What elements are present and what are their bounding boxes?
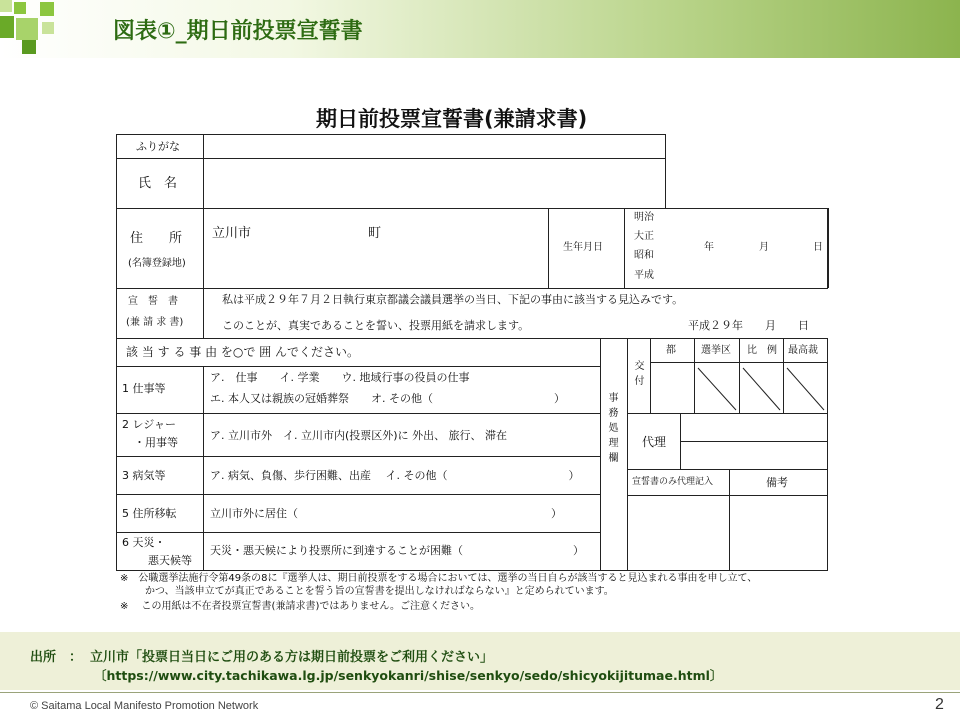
source-url[interactable]: 〔https://www.city.tachikawa.lg.jp/senkyokanri/shise/senkyo/sedo/shicyokijitumae.html〕 (94, 668, 723, 683)
col-supreme-court: 最高裁 (788, 345, 818, 356)
source-label: 出所 ： (30, 650, 83, 665)
reason-6-line-1[interactable]: 天災・悪天候により投票所に到達することが困難（ ） (210, 544, 584, 557)
name-label: 氏 名 (138, 176, 178, 191)
oath-date: 平成２９年 月 日 (688, 319, 809, 332)
issue-label: 交付 (632, 360, 643, 390)
reason-1-line-2[interactable]: エ. 本人又は親族の冠婚葬祭 オ. その他（ ） (210, 392, 565, 405)
furigana-field[interactable] (205, 136, 663, 156)
proxy-only-label: 宣誓書のみ代理記入 (632, 477, 714, 487)
address-town: 町 (368, 226, 382, 241)
office-slashes (694, 362, 828, 414)
proxy-label: 代理 (642, 435, 667, 449)
address-sub-label: (名簿登録地) (128, 258, 186, 269)
note-1-line-1: ※ 公職選挙法施行令第49条の8に『選挙人は、期日前投票をする場合においては、選挙の当日自らが該当すると見込まれる事由を申し立て、 (120, 573, 758, 584)
col-proportional: 比 例 (747, 345, 777, 356)
oath-sub-label: (兼 請 求 書) (126, 317, 184, 328)
header-decoration-icon (0, 0, 58, 58)
note-1-line-2: かつ、当該申立てが真正であることを誓う旨の宣誓書を提出しなければならない』と定められています。 (145, 586, 614, 597)
source-text: 立川市「投票日当日にご用のある方は期日前投票をご利用ください」 (90, 650, 494, 665)
furigana-label: ふりがな (136, 140, 180, 153)
birth-year-unit: 年 (704, 242, 714, 253)
reason-5-line-1[interactable]: 立川市外に居住（ ） (210, 507, 562, 520)
reason-6-sub-label: 悪天候等 (148, 554, 192, 567)
slide-title: 図表①_期日前投票宣誓書 (113, 19, 363, 44)
reason-2-sub-label: ・用事等 (134, 436, 178, 449)
birth-month-unit: 月 (759, 242, 769, 253)
footer-divider (0, 692, 960, 693)
col-metropolis: 都 (666, 345, 676, 356)
birth-day-unit: 日 (813, 242, 823, 253)
remarks-label: 備考 (766, 476, 788, 489)
birth-label: 生年月日 (563, 242, 603, 253)
reason-1-label: 1 仕事等 (122, 382, 166, 395)
oath-line-1: 私は平成２９年７月２日執行東京都議会議員選挙の当日、下記の事由に該当する見込みです。 (222, 293, 684, 306)
reason-1-line-1[interactable]: ア. 仕事 イ. 学業 ウ. 地域行事の役員の仕事 (210, 371, 470, 384)
reason-5-label: 5 住所移転 (122, 507, 177, 520)
name-field[interactable] (205, 160, 663, 206)
address-city: 立川市 (212, 226, 252, 241)
reasons-header: 該 当 す る 事 由 を○で 囲 んでください。 (126, 345, 359, 359)
col-district: 選挙区 (701, 345, 731, 356)
oath-label: 宣 誓 書 (128, 296, 178, 307)
era-taisho: 大正 (634, 231, 654, 242)
era-showa: 昭和 (634, 250, 654, 261)
reason-2-line-1[interactable]: ア. 立川市外 イ. 立川市内(投票区外)に 外出、 旅行、 滞在 (210, 429, 508, 442)
page-number: 2 (935, 696, 944, 713)
reason-6-label: 6 天災・ (122, 536, 166, 549)
oath-line-2: このことが、真実であることを誓い、投票用紙を請求します。 (222, 319, 530, 332)
form-title: 期日前投票宣誓書(兼請求書) (316, 107, 588, 131)
reason-3-label: 3 病気等 (122, 469, 166, 482)
era-meiji: 明治 (634, 212, 654, 223)
address-label: 住 所 (130, 231, 183, 246)
reason-3-line-1[interactable]: ア. 病気、負傷、歩行困難、出産 イ. その他（ ） (210, 469, 580, 482)
reason-2-label: 2 レジャー (122, 418, 176, 431)
era-heisei: 平成 (634, 270, 654, 281)
note-2: ※ この用紙は不在者投票宣誓書(兼請求書)ではありません。ご注意ください。 (120, 601, 480, 612)
office-label: 事務処理欄 (606, 392, 617, 467)
copyright: © Saitama Local Manifesto Promotion Network (30, 700, 259, 712)
